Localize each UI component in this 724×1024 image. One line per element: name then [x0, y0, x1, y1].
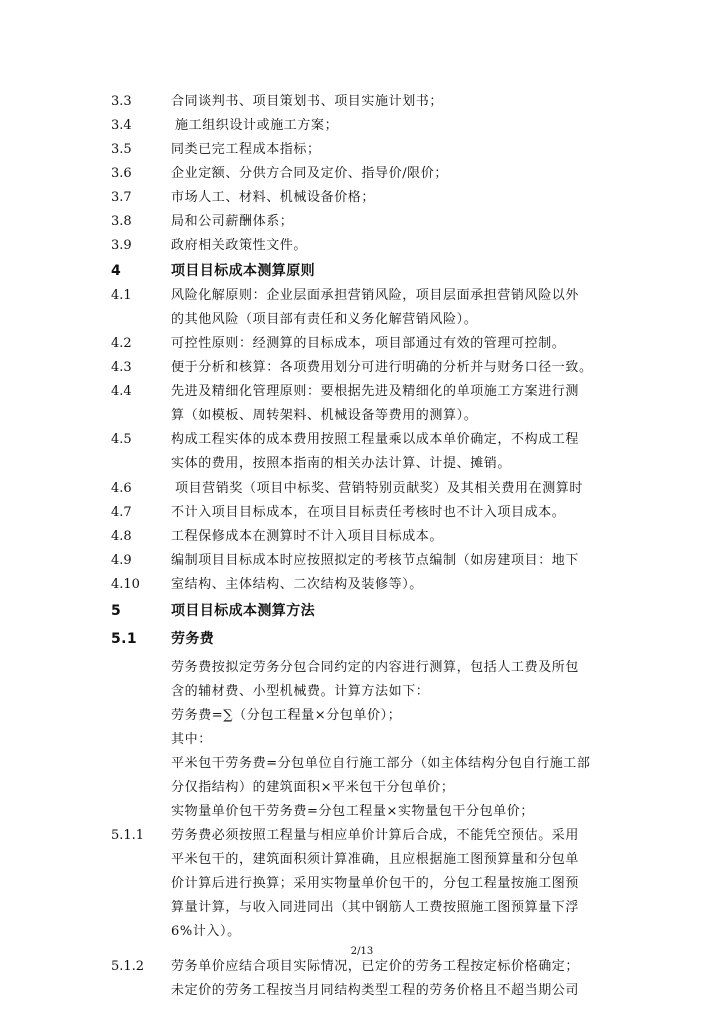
item-number: 4.6	[111, 481, 132, 496]
item-number: 3.4	[111, 118, 132, 133]
item-text: 工程保修成本在测算时不计入项目目标成本。	[171, 529, 444, 544]
section-heading	[0, 259, 724, 283]
item-number: 4.7	[111, 505, 132, 520]
item-text: 不计入项目目标成本，在项目目标责任考核时也不计入项目成本。	[171, 505, 566, 520]
list-item	[0, 138, 724, 162]
list-item	[0, 186, 724, 210]
item-text: 风险化解原则：企业层面承担营销风险，项目层面承担营销风险以外	[171, 288, 580, 303]
item-text: 局和公司薪酬体系；	[171, 214, 294, 229]
item-text: 实物量单价包干劳务费=分包工程量×实物量包干分包单价；	[171, 804, 534, 819]
item-text: 市场人工、材料、机械设备价格；	[171, 190, 376, 205]
item-number: 4.5	[111, 432, 132, 447]
item-text: 企业定额、分供方合同及定价、指导价/限价；	[171, 166, 448, 181]
item-number: 3.8	[111, 214, 132, 229]
list-item	[0, 308, 724, 332]
section-title: 劳务费	[171, 631, 215, 647]
subsection-heading	[0, 627, 724, 651]
item-text: 分仅指结构）的建筑面积×平米包干分包单价；	[171, 780, 455, 795]
list-item	[0, 501, 724, 525]
item-text: 含的辅材费、小型机械费。计算方法如下：	[171, 684, 430, 699]
list-item	[0, 955, 724, 979]
item-number: 4.1	[111, 288, 132, 303]
item-text: 便于分析和核算：各项费用划分可进行明确的分析并与财务口径一致。	[171, 360, 593, 375]
list-item	[0, 525, 724, 549]
section-heading	[0, 599, 724, 623]
list-item	[0, 234, 724, 258]
list-item	[0, 162, 724, 186]
paragraph-line	[0, 920, 724, 944]
item-text: 算量计算，与收入同进同出（其中钢筋人工费按照施工图预算量下浮	[171, 900, 580, 915]
item-text: 同类已完工程成本指标；	[171, 142, 321, 157]
item-text: 其中：	[171, 732, 212, 747]
item-number: 4.2	[111, 336, 132, 351]
list-item	[0, 90, 724, 114]
item-text: 劳务费必须按照工程量与相应单价计算后合成，不能凭空预估。采用	[171, 828, 580, 843]
item-number: 3.3	[111, 94, 132, 109]
section-number: 4	[111, 263, 122, 279]
item-text: 劳务费按拟定劳务分包合同约定的内容进行测算，包括人工费及所包	[171, 660, 580, 675]
item-number: 3.6	[111, 166, 132, 181]
list-item	[0, 477, 724, 501]
list-item	[0, 549, 724, 573]
item-text: 施工组织设计或施工方案；	[175, 118, 339, 133]
item-number: 3.5	[111, 142, 132, 157]
list-item	[0, 210, 724, 234]
paragraph-line	[0, 979, 724, 1003]
item-text: 可控性原则：经测算的目标成本，项目部通过有效的管理可控制。	[171, 336, 566, 351]
list-item	[0, 824, 724, 848]
item-text: 室结构、主体结构、二次结构及装修等）。	[171, 577, 423, 592]
item-number: 4.8	[111, 529, 132, 544]
paragraph-line	[0, 848, 724, 872]
section-title: 项目目标成本测算方法	[171, 603, 315, 619]
item-text: 平米包干的，建筑面积须计算准确，且应根据施工图预算量和分包单	[171, 852, 580, 867]
paragraph-line	[0, 728, 724, 752]
item-text: 劳务费=∑（分包工程量×分包单价）；	[171, 708, 402, 723]
list-item	[0, 114, 724, 138]
item-number: 3.9	[111, 238, 132, 253]
list-item	[0, 284, 724, 308]
list-item	[0, 356, 724, 380]
item-text: 劳务单价应结合项目实际情况，已定价的劳务工程按定标价格确定；	[171, 959, 580, 974]
item-number: 5.1.1	[111, 828, 145, 843]
paragraph-line	[0, 680, 724, 704]
section-title: 项目目标成本测算原则	[171, 263, 315, 279]
paragraph-line	[0, 656, 724, 680]
paragraph-line	[0, 776, 724, 800]
list-item	[0, 380, 724, 404]
item-text: 政府相关政策性文件。	[171, 238, 308, 253]
list-item	[0, 332, 724, 356]
paragraph-line	[0, 896, 724, 920]
item-text: 项目营销奖（项目中标奖、营销特别贡献奖）及其相关费用在测算时	[175, 481, 584, 496]
page-number: 2/13	[350, 946, 374, 957]
item-text: 价计算后进行换算；采用实物量单价包干的，分包工程量按施工图预	[171, 876, 580, 891]
item-text: 编制项目目标成本时应按照拟定的考核节点编制（如房建项目：地下	[171, 553, 580, 568]
item-number: 4.10	[111, 577, 140, 592]
item-number: 4.3	[111, 360, 132, 375]
paragraph-line	[0, 872, 724, 896]
item-text: 算（如模板、周转架料、机械设备等费用的测算）。	[171, 408, 478, 423]
item-text: 实体的费用，按照本指南的相关办法计算、计提、摊销。	[171, 456, 512, 471]
item-number: 5.1.2	[111, 959, 145, 974]
list-item	[0, 428, 724, 452]
item-text: 先进及精细化管理原则：要根据先进及精细化的单项施工方案进行测	[171, 384, 580, 399]
item-text: 未定价的劳务工程按当月同结构类型工程的劳务价格且不超当期公司	[171, 983, 580, 998]
paragraph-line	[0, 800, 724, 824]
list-item	[0, 452, 724, 476]
section-number: 5	[111, 603, 122, 619]
item-text: 6%计入）。	[171, 924, 241, 939]
item-number: 4.9	[111, 553, 132, 568]
paragraph-line	[0, 752, 724, 776]
item-text: 合同谈判书、项目策划书、项目实施计划书；	[171, 94, 444, 109]
list-item	[0, 404, 724, 428]
section-number: 5.1	[111, 631, 138, 647]
item-text: 平米包干劳务费=分包单位自行施工部分（如主体结构分包自行施工部	[171, 756, 591, 771]
item-text: 构成工程实体的成本费用按照工程量乘以成本单价确定，不构成工程	[171, 432, 580, 447]
item-number: 4.4	[111, 384, 132, 399]
list-item	[0, 573, 724, 597]
paragraph-line	[0, 704, 724, 728]
item-number: 3.7	[111, 190, 132, 205]
item-text: 的其他风险（项目部有责任和义务化解营销风险）。	[171, 312, 478, 327]
